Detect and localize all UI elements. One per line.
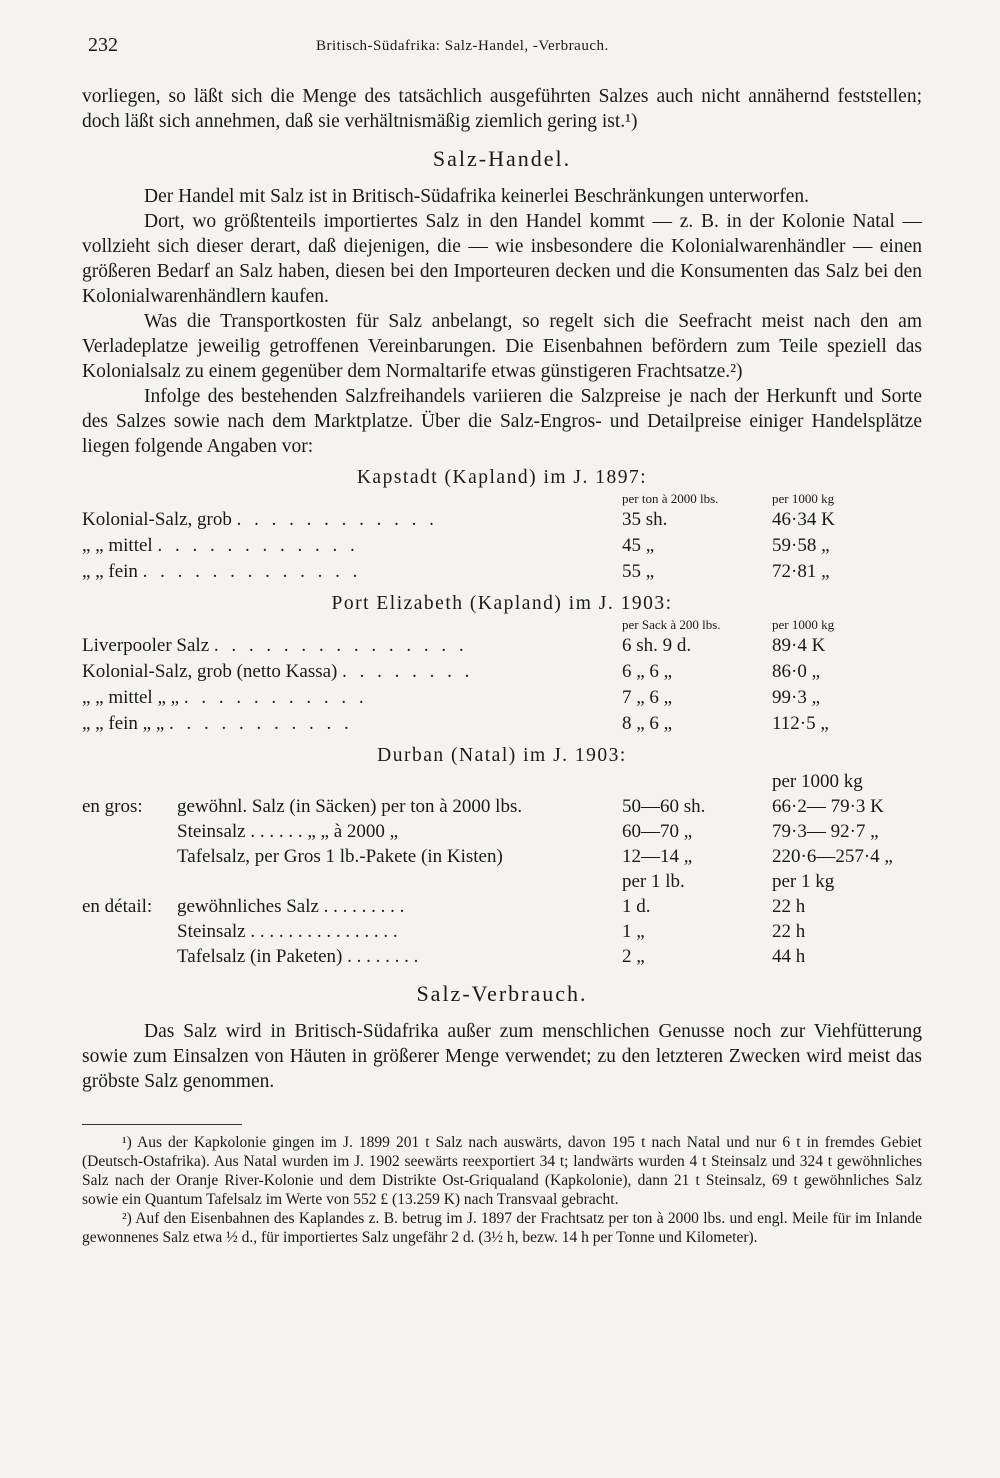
page-body: [82, 84, 922, 1247]
price-cell: 79·3— 92·7 „: [772, 821, 879, 842]
price-cell: 99·3 „: [772, 687, 821, 708]
table-row: [82, 559, 922, 585]
leader-dots: . . . . . . . . . . . .: [236, 509, 438, 530]
footnotes: [82, 1133, 922, 1247]
price-cell: 50—60 sh.: [622, 796, 706, 817]
price-cell: 2 „: [622, 946, 645, 967]
price-cell: 45 „: [622, 535, 655, 556]
column-header: per Sack à 200 lbs.: [622, 617, 721, 632]
row-label: gewöhnliches Salz . . . . . . . . .: [177, 896, 405, 917]
intro-paragraph: vorliegen, so läßt sich die Menge des tatsächlich ausgeführten Salzes auch nicht annähernd feststellen; doch läßt sich annehmen, daß sie verhältnismäßig ziemlich gering ist.¹): [82, 86, 922, 132]
leader-dots: . . . . . . . . . . .: [169, 713, 353, 734]
row-label: Steinsalz . . . . . . „ „ à 2000 „: [177, 821, 399, 842]
paragraph: Infolge des bestehenden Salzfreihandels variieren die Salzpreise je nach der Herkunft und Sorte des Salzes sowie nach dem Marktplatze. Über die Salz-Engros- und Detailpreise einiger Handelsplätze liegen folgende Angaben vor:: [82, 386, 922, 457]
row-label: Tafelsalz (in Paketen) . . . . . . . .: [177, 946, 419, 967]
table-row: [82, 711, 922, 737]
price-cell: 86·0 „: [772, 661, 821, 682]
price-table-port-elizabeth: [82, 617, 922, 737]
table-title-durban: Durban (Natal) im J. 1903:: [377, 745, 627, 766]
price-table-durban: [82, 769, 922, 969]
price-cell: 55 „: [622, 561, 655, 582]
table-header-row: [82, 617, 922, 633]
price-cell: 7 „ 6 „: [622, 687, 673, 708]
price-cell: 46·34 K: [772, 509, 835, 530]
price-cell: 66·2— 79·3 K: [772, 796, 884, 817]
section-label-en-detail: en détail:: [82, 896, 153, 917]
table-row: [82, 844, 922, 869]
table-row: [82, 633, 922, 659]
price-cell: 89·4 K: [772, 635, 826, 656]
paragraph: Das Salz wird in Britisch-Südafrika außer zum menschlichen Genusse noch zur Viehfütterung sowie zum Einsalzen von Häuten in größerer Menge verwendet; zu den letzteren Zwecken wird meist das gröbste Salz genommen.: [82, 1021, 922, 1092]
column-header: per 1000 kg: [772, 771, 863, 792]
page-number: 232: [88, 34, 118, 56]
section-heading-verbrauch: Salz-Verbrauch.: [416, 981, 588, 1006]
table-row: [82, 894, 922, 919]
price-cell: 112·5 „: [772, 713, 829, 734]
row-label: „ „ fein: [82, 561, 138, 582]
leader-dots: . . . . . . . . . . . . .: [142, 561, 362, 582]
table-row: [82, 944, 922, 969]
row-label: gewöhnl. Salz (in Säcken) per ton à 2000 lbs.: [177, 796, 523, 817]
column-header: per 1 lb.: [622, 871, 685, 892]
price-cell: 12—14 „: [622, 846, 693, 867]
paragraph: Der Handel mit Salz ist in Britisch-Südafrika keinerlei Beschränkungen unterworfen.: [144, 186, 809, 207]
column-header: per 1 kg: [772, 871, 835, 892]
footnote: ²) Auf den Eisenbahnen des Kaplandes z. B. betrug im J. 1897 der Frachtsatz per ton à 2000 lbs. und engl. Meile für im Inlande gewonnenes Salz etwa ½ d., für importiertes Salz ungefähr 2 d. (3½ h, bezw. 14 h per Tonne und Kilometer).: [82, 1210, 922, 1246]
price-cell: 6 „ 6 „: [622, 661, 673, 682]
table-header-row: [82, 769, 922, 794]
leader-dots: . . . . . . . .: [342, 661, 474, 682]
row-label: Tafelsalz, per Gros 1 lb.-Pakete (in Kisten): [177, 846, 503, 867]
price-cell: 1 d.: [622, 896, 651, 917]
price-cell: 59·58 „: [772, 535, 830, 556]
table-row: [82, 919, 922, 944]
row-label: „ „ fein „ „: [82, 713, 165, 734]
price-cell: 60—70 „: [622, 821, 693, 842]
price-cell: 8 „ 6 „: [622, 713, 673, 734]
section-heading-handel: Salz-Handel.: [432, 146, 572, 171]
row-label: Steinsalz . . . . . . . . . . . . . . . .: [177, 921, 398, 942]
table-row: [82, 659, 922, 685]
price-cell: 220·6—257·4 „: [772, 846, 893, 867]
table-row: [82, 794, 922, 819]
table-header-row: [82, 491, 922, 507]
table-title-kapstadt: Kapstadt (Kapland) im J. 1897:: [356, 467, 648, 488]
row-label: Kolonial-Salz, grob: [82, 509, 232, 530]
page-header: [88, 34, 930, 60]
row-label: Kolonial-Salz, grob (netto Kassa): [82, 661, 338, 682]
price-cell: 35 sh.: [622, 509, 668, 530]
row-label: „ „ mittel: [82, 535, 153, 556]
paragraph: Dort, wo größtenteils importiertes Salz in den Handel kommt — z. B. in der Kolonie Natal — vollzieht sich dieser derart, daß diejenigen, die — wie insbesondere die Kolonialwarenhändler — einen größeren Bedarf an Salz haben, diesen bei den Importeuren decken und die Konsumenten das Salz bei den Kolonialwarenhändlern kaufen.: [82, 211, 922, 307]
table-header-row: [82, 869, 922, 894]
table-row: [82, 507, 922, 533]
row-label: Liverpooler Salz: [82, 635, 210, 656]
table-row: [82, 819, 922, 844]
price-cell: 22 h: [772, 921, 806, 942]
price-cell: 6 sh. 9 d.: [622, 635, 692, 656]
table-row: [82, 685, 922, 711]
leader-dots: . . . . . . . . . . . . . . .: [213, 635, 468, 656]
column-header: per 1000 kg: [772, 617, 835, 632]
price-cell: 72·81 „: [772, 561, 830, 582]
row-label: „ „ mittel „ „: [82, 687, 180, 708]
column-header: per ton à 2000 lbs.: [622, 491, 719, 506]
section-label-en-gros: en gros:: [82, 796, 143, 817]
footnote-rule: [82, 1124, 242, 1125]
paragraph: Was die Transportkosten für Salz anbelangt, so regelt sich die Seefracht meist nach den am Verladeplatze jeweilig getroffenen Vereinbarungen. Die Eisenbahnen befördern zum Teile speziell das Kolonialsalz zu einem gegenüber dem Normaltarife etwas günstigeren Frachtsatze.²): [82, 311, 922, 382]
footnote: ¹) Aus der Kapkolonie gingen im J. 1899 201 t Salz nach auswärts, davon 195 t nach Natal und nur 6 t in fremdes Gebiet (Deutsch-Ostafrika). Aus Natal wurden im J. 1902 seewärts reexportiert 34 t; landwärts wurden 4 t Steinsalz und 324 t gewöhnliches Salz nach der Oranje River-Kolonie und dem Distrikte Ost-Griqualand (Kapkolonie), dann 21 t Steinsalz, 69 t gewöhnliches Salz sowie ein Quantum Tafelsalz im Werte von 552 £ (13.259 K) nach Transvaal gebracht.: [82, 1134, 922, 1208]
price-cell: 1 „: [622, 921, 645, 942]
price-cell: 22 h: [772, 896, 806, 917]
price-table-kapstadt: [82, 491, 922, 585]
price-cell: 44 h: [772, 946, 806, 967]
table-row: [82, 533, 922, 559]
column-header: per 1000 kg: [772, 491, 835, 506]
running-title: Britisch-Südafrika: Salz-Handel, -Verbrauch.: [316, 38, 609, 54]
leader-dots: . . . . . . . . . . .: [183, 687, 368, 708]
leader-dots: . . . . . . . . . . . .: [157, 535, 359, 556]
table-title-port-elizabeth: Port Elizabeth (Kapland) im J. 1903:: [331, 593, 673, 614]
